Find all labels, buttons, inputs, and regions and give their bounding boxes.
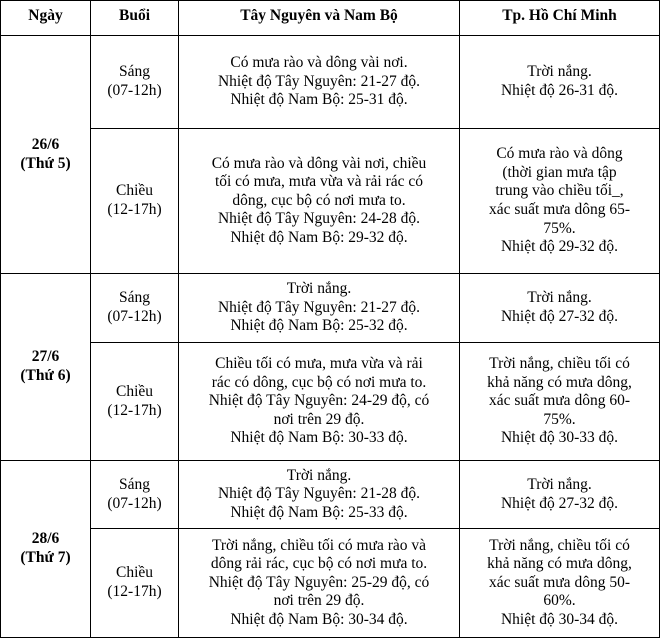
region-cell: [179, 129, 460, 274]
day-weekday: (Thứ 7): [20, 549, 71, 566]
region-line: Nhiệt độ Tây Nguyên: 21-27 độ.: [217, 72, 421, 90]
hcm-line: 75%.: [543, 410, 576, 428]
region-line: dông, cục bộ có nơi mưa to.: [232, 191, 406, 209]
hcm-cell: [460, 461, 660, 529]
session-time: (12-17h): [107, 401, 162, 419]
region-line: Nhiệt độ Tây Nguyên: 25-29 độ, có: [208, 573, 430, 591]
session-label: Sáng: [119, 475, 150, 493]
session-label: Sáng: [119, 289, 150, 307]
region-line: Nhiệt độ Nam Bộ: 30-33 độ.: [230, 429, 408, 447]
hcm-line: xác suất mưa dông 60-: [489, 392, 630, 410]
hcm-cell: [460, 274, 660, 343]
hcm-line: Trời nắng.: [527, 289, 592, 307]
hcm-cell: [460, 129, 660, 274]
header-day: Ngày: [1, 1, 91, 36]
region-line: Có mưa rào và dông vài nơi.: [230, 54, 408, 72]
hcm-line: Nhiệt độ 27-32 độ.: [500, 308, 619, 325]
hcm-line: Nhiệt độ 30-33 độ.: [500, 429, 619, 447]
session-cell: [91, 529, 179, 638]
hcm-line: Nhiệt độ 27-32 độ.: [500, 494, 619, 512]
forecast-row-afternoon: [1, 129, 660, 274]
forecast-row-morning: [1, 461, 660, 529]
forecast-row-morning: [1, 274, 660, 343]
hcm-cell: [460, 529, 660, 638]
hcm-line: 60%.: [543, 592, 576, 610]
region-line: Nhiệt độ Nam Bộ: 25-31 độ.: [230, 91, 408, 109]
region-line: Nhiệt độ Nam Bộ: 29-32 độ.: [230, 228, 408, 246]
region-line: nơi trên 29 độ.: [273, 592, 365, 610]
region-line: Trời nắng.: [286, 466, 352, 484]
session-cell: [91, 274, 179, 343]
hcm-line: Trời nắng.: [527, 63, 592, 81]
region-line: Nhiệt độ Tây Nguyên: 24-29 độ, có: [208, 392, 430, 410]
session-cell: [91, 129, 179, 274]
hcm-line: Có mưa rào và dông: [496, 145, 623, 163]
session-time: (07-12h): [107, 308, 162, 325]
region-line: rác có dông, cục bộ có nơi mưa to.: [211, 373, 427, 391]
region-cell: [179, 529, 460, 638]
hcm-cell: [460, 343, 660, 461]
day-cell: [1, 461, 91, 638]
region-line: nơi trên 29 độ.: [273, 410, 365, 428]
hcm-line: Trời nắng.: [527, 475, 592, 493]
hcm-line: Trời nắng, chiều tối có: [489, 355, 630, 373]
hcm-line: (thời gian mưa tập: [502, 163, 617, 181]
day-cell: [1, 36, 91, 274]
hcm-line: xác suất mưa dông 50-: [489, 573, 630, 591]
session-label: Chiều: [115, 564, 154, 582]
session-time: (12-17h): [107, 583, 162, 600]
session-time: (07-12h): [107, 494, 162, 512]
session-label: Chiều: [115, 382, 154, 400]
header-hcm: Tp. Hồ Chí Minh: [460, 1, 660, 36]
day-date: 28/6: [31, 530, 60, 548]
header-region: Tây Nguyên và Nam Bộ: [179, 1, 460, 36]
session-label: Sáng: [119, 63, 150, 81]
region-line: Trời nắng.: [286, 280, 352, 298]
session-time: (07-12h): [107, 82, 162, 99]
session-cell: [91, 461, 179, 529]
region-line: Trời nắng, chiều tối có mưa rào và: [211, 536, 427, 554]
region-line: Nhiệt độ Nam Bộ: 25-33 độ.: [230, 503, 408, 521]
hcm-line: khả năng có mưa dông,: [487, 555, 632, 573]
hcm-line: Nhiệt độ 26-31 độ.: [500, 82, 619, 99]
hcm-line: trung vào chiều tối_,: [495, 182, 624, 200]
session-time: (12-17h): [107, 201, 162, 218]
hcm-line: Nhiệt độ 30-34 độ.: [500, 610, 619, 628]
region-line: Chiều tối có mưa, mưa vừa và rải: [215, 355, 423, 373]
session-cell: [91, 36, 179, 129]
session-label: Chiều: [115, 182, 154, 200]
day-date: 27/6: [31, 348, 60, 366]
region-line: Nhiệt độ Tây Nguyên: 24-28 độ.: [217, 210, 421, 228]
forecast-row-afternoon: [1, 529, 660, 638]
region-cell: [179, 274, 460, 343]
region-cell: [179, 343, 460, 461]
region-line: dông rải rác, cục bộ có nơi mưa to.: [210, 555, 428, 573]
hcm-line: Nhiệt độ 29-32 độ.: [500, 238, 619, 256]
hcm-cell: [460, 36, 660, 129]
region-line: Nhiệt độ Nam Bộ: 30-34 độ.: [230, 610, 408, 628]
region-line: Nhiệt độ Tây Nguyên: 21-27 độ.: [217, 298, 421, 316]
header-session: Buổi: [91, 1, 179, 36]
forecast-row-afternoon: [1, 343, 660, 461]
session-cell: [91, 343, 179, 461]
day-weekday: (Thứ 6): [20, 367, 71, 384]
region-line: Nhiệt độ Nam Bộ: 25-32 độ.: [230, 317, 408, 335]
day-cell: [1, 274, 91, 461]
day-weekday: (Thứ 5): [20, 154, 71, 172]
hcm-line: xác suất mưa dông 65-: [489, 201, 630, 218]
hcm-line: khả năng có mưa dông,: [487, 373, 632, 391]
hcm-line: 75%.: [543, 219, 576, 237]
region-line: Nhiệt độ Tây Nguyên: 21-28 độ.: [217, 485, 421, 503]
header-row: [1, 1, 660, 36]
region-cell: [179, 461, 460, 529]
forecast-row-morning: [1, 36, 660, 129]
hcm-line: Trời nắng, chiều tối có: [489, 536, 630, 554]
day-date: 26/6: [31, 135, 60, 153]
region-line: tối có mưa, mưa vừa và rải rác có: [214, 173, 424, 191]
region-line: Có mưa rào và dông vài nơi, chiều: [211, 154, 427, 172]
region-cell: [179, 36, 460, 129]
